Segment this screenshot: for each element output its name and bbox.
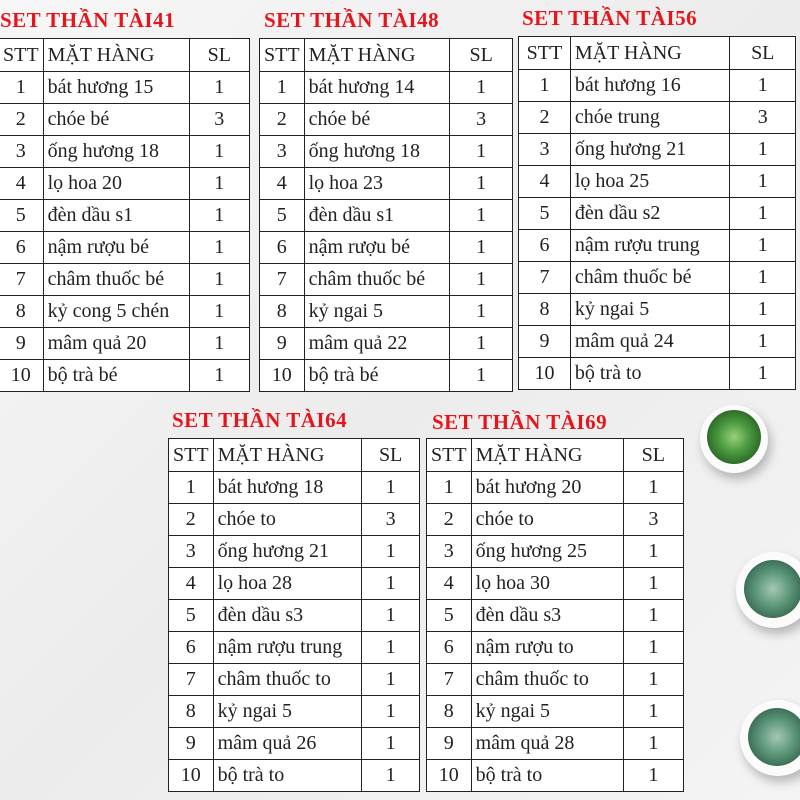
cell-stt: 5 [427, 600, 472, 632]
cell-item: chóe trung [570, 102, 730, 134]
header-item: MẶT HÀNG [213, 439, 362, 472]
cell-item: bát hương 14 [304, 72, 450, 104]
cell-stt: 3 [427, 536, 472, 568]
cell-item: ống hương 21 [570, 134, 730, 166]
header-sl: SL [730, 37, 796, 70]
cell-sl: 1 [623, 664, 683, 696]
cell-item: ống hương 25 [471, 536, 623, 568]
cell-item: mâm quả 28 [471, 728, 623, 760]
cell-item: ống hương 18 [43, 136, 189, 168]
cell-stt: 3 [0, 136, 43, 168]
table-row [260, 168, 513, 200]
table-header-row [427, 439, 684, 472]
cell-item: đèn dầu s2 [570, 198, 730, 230]
cell-stt: 2 [260, 104, 305, 136]
cell-sl: 1 [362, 632, 420, 664]
cell-stt: 9 [260, 328, 305, 360]
table-row [519, 198, 796, 230]
cell-sl: 1 [623, 536, 683, 568]
cell-item: lọ hoa 20 [43, 168, 189, 200]
cell-stt: 7 [260, 264, 305, 296]
table-row [169, 696, 420, 728]
cell-stt: 9 [0, 328, 43, 360]
cell-sl: 1 [362, 536, 420, 568]
cell-item: chóe bé [43, 104, 189, 136]
table-row [260, 264, 513, 296]
table-row [260, 104, 513, 136]
cell-stt: 9 [519, 326, 571, 358]
cell-sl: 3 [189, 104, 249, 136]
header-item: MẶT HÀNG [570, 37, 730, 70]
table-row [260, 232, 513, 264]
table-row [169, 600, 420, 632]
cell-item: nậm rượu to [471, 632, 623, 664]
cell-stt: 7 [519, 262, 571, 294]
cell-stt: 4 [0, 168, 43, 200]
table-row [169, 728, 420, 760]
cell-stt: 10 [427, 760, 472, 792]
set-title: SET THẦN TÀI41 [0, 8, 176, 32]
set-table [0, 38, 250, 392]
cell-sl: 1 [730, 70, 796, 102]
cell-item: đèn dầu s3 [471, 600, 623, 632]
cell-sl: 1 [730, 166, 796, 198]
cell-stt: 3 [169, 536, 214, 568]
table-row [427, 600, 684, 632]
header-item: MẶT HÀNG [43, 39, 189, 72]
header-sl: SL [189, 39, 249, 72]
cell-stt: 8 [427, 696, 472, 728]
header-sl: SL [362, 439, 420, 472]
table-row [0, 136, 250, 168]
cell-item: đèn dầu s3 [213, 600, 362, 632]
cell-sl: 1 [450, 136, 513, 168]
cell-item: lọ hoa 30 [471, 568, 623, 600]
plant-leaves [744, 560, 800, 618]
cell-sl: 1 [730, 326, 796, 358]
cell-sl: 1 [362, 568, 420, 600]
table-row [519, 70, 796, 102]
table-row [427, 504, 684, 536]
table-row [519, 326, 796, 358]
set-table [259, 38, 513, 392]
cell-stt: 6 [0, 232, 43, 264]
cell-item: bát hương 18 [213, 472, 362, 504]
set-title: SET THẦN TÀI64 [172, 408, 348, 432]
cell-stt: 5 [519, 198, 571, 230]
cell-sl: 1 [362, 728, 420, 760]
table-row [169, 760, 420, 792]
cell-item: mâm quả 26 [213, 728, 362, 760]
cell-item: châm thuốc to [471, 664, 623, 696]
header-item: MẶT HÀNG [304, 39, 450, 72]
cell-item: bộ trà to [471, 760, 623, 792]
table-row [169, 472, 420, 504]
table-row [519, 294, 796, 326]
table-row [0, 72, 250, 104]
set-title: SET THẦN TÀI69 [432, 410, 608, 434]
table-row [519, 166, 796, 198]
plant-leaves [748, 708, 800, 766]
cell-stt: 4 [519, 166, 571, 198]
cell-stt: 6 [427, 632, 472, 664]
table-header-row [0, 39, 250, 72]
cell-sl: 1 [189, 264, 249, 296]
cell-stt: 5 [169, 600, 214, 632]
cell-sl: 1 [189, 328, 249, 360]
table-row [0, 168, 250, 200]
cell-stt: 10 [0, 360, 43, 392]
table-row [519, 134, 796, 166]
succulent-plant-icon [736, 552, 800, 628]
cell-item: ống hương 21 [213, 536, 362, 568]
cell-sl: 1 [362, 760, 420, 792]
header-stt: STT [169, 439, 214, 472]
cell-sl: 1 [450, 232, 513, 264]
table-row [169, 536, 420, 568]
cell-sl: 1 [730, 294, 796, 326]
cell-sl: 1 [450, 360, 513, 392]
plant-leaves [707, 410, 761, 464]
cell-stt: 8 [519, 294, 571, 326]
table-row [427, 632, 684, 664]
cell-item: bát hương 16 [570, 70, 730, 102]
table-row [427, 536, 684, 568]
cell-sl: 1 [450, 328, 513, 360]
set-table [518, 36, 796, 390]
cell-sl: 1 [730, 134, 796, 166]
cell-stt: 8 [169, 696, 214, 728]
table-row [0, 200, 250, 232]
table-row [260, 72, 513, 104]
table-row [260, 136, 513, 168]
header-stt: STT [427, 439, 472, 472]
table-row [0, 296, 250, 328]
cell-item: bát hương 20 [471, 472, 623, 504]
cell-item: bộ trà bé [43, 360, 189, 392]
table-header-row [519, 37, 796, 70]
cell-item: mâm quả 20 [43, 328, 189, 360]
cell-sl: 1 [189, 296, 249, 328]
cell-stt: 6 [169, 632, 214, 664]
cell-sl: 1 [623, 696, 683, 728]
succulent-plant-icon [740, 700, 800, 776]
table-row [0, 328, 250, 360]
cell-stt: 8 [0, 296, 43, 328]
cell-stt: 1 [260, 72, 305, 104]
table-row [0, 264, 250, 296]
cell-stt: 6 [519, 230, 571, 262]
cell-stt: 3 [519, 134, 571, 166]
cell-stt: 2 [519, 102, 571, 134]
cell-item: đèn dầu s1 [304, 200, 450, 232]
cell-item: chóe bé [304, 104, 450, 136]
cell-sl: 1 [623, 728, 683, 760]
cell-stt: 9 [169, 728, 214, 760]
cell-item: lọ hoa 25 [570, 166, 730, 198]
table-row [427, 568, 684, 600]
cell-item: mâm quả 22 [304, 328, 450, 360]
table-row [260, 200, 513, 232]
table-row [427, 760, 684, 792]
cell-stt: 10 [169, 760, 214, 792]
cell-item: kỷ ngai 5 [471, 696, 623, 728]
cell-sl: 1 [623, 760, 683, 792]
cell-stt: 7 [169, 664, 214, 696]
cell-stt: 6 [260, 232, 305, 264]
cell-item: mâm quả 24 [570, 326, 730, 358]
cell-item: bộ trà bé [304, 360, 450, 392]
cell-sl: 1 [189, 136, 249, 168]
cell-stt: 8 [260, 296, 305, 328]
cell-sl: 1 [730, 230, 796, 262]
cell-item: bộ trà to [570, 358, 730, 390]
table-row [169, 504, 420, 536]
table-row [169, 632, 420, 664]
table-row [519, 262, 796, 294]
cell-item: chóe to [213, 504, 362, 536]
cell-sl: 1 [623, 600, 683, 632]
cell-item: đèn dầu s1 [43, 200, 189, 232]
cell-item: chóe to [471, 504, 623, 536]
cell-stt: 7 [427, 664, 472, 696]
cell-item: bát hương 15 [43, 72, 189, 104]
table-row [260, 328, 513, 360]
cell-sl: 1 [189, 360, 249, 392]
table-row [427, 664, 684, 696]
cell-item: bộ trà to [213, 760, 362, 792]
set-table [426, 438, 684, 792]
cell-item: lọ hoa 28 [213, 568, 362, 600]
cell-stt: 4 [260, 168, 305, 200]
header-stt: STT [519, 37, 571, 70]
table-row [519, 358, 796, 390]
table-row [260, 296, 513, 328]
table-header-row [169, 439, 420, 472]
cell-stt: 4 [427, 568, 472, 600]
cell-sl: 3 [623, 504, 683, 536]
cell-sl: 3 [450, 104, 513, 136]
table-row [427, 728, 684, 760]
cell-sl: 1 [623, 568, 683, 600]
cell-item: châm thuốc bé [570, 262, 730, 294]
cell-item: ống hương 18 [304, 136, 450, 168]
cell-stt: 1 [519, 70, 571, 102]
table-row [519, 102, 796, 134]
table-row [519, 230, 796, 262]
cell-stt: 2 [427, 504, 472, 536]
cell-item: châm thuốc bé [43, 264, 189, 296]
cell-item: kỷ ngai 5 [304, 296, 450, 328]
cell-sl: 1 [450, 264, 513, 296]
cell-item: nậm rượu trung [570, 230, 730, 262]
cell-sl: 1 [450, 200, 513, 232]
cell-stt: 2 [0, 104, 43, 136]
cell-stt: 5 [0, 200, 43, 232]
table-row [0, 104, 250, 136]
header-stt: STT [260, 39, 305, 72]
cell-sl: 1 [362, 696, 420, 728]
header-sl: SL [450, 39, 513, 72]
cell-item: châm thuốc to [213, 664, 362, 696]
cell-stt: 2 [169, 504, 214, 536]
cell-sl: 1 [362, 600, 420, 632]
table-header-row [260, 39, 513, 72]
set-table [168, 438, 420, 792]
cell-stt: 1 [0, 72, 43, 104]
cell-sl: 1 [362, 664, 420, 696]
cell-sl: 3 [362, 504, 420, 536]
cell-stt: 10 [260, 360, 305, 392]
cell-sl: 1 [730, 358, 796, 390]
cell-sl: 1 [450, 72, 513, 104]
cell-item: lọ hoa 23 [304, 168, 450, 200]
cell-item: kỷ ngai 5 [213, 696, 362, 728]
table-row [427, 696, 684, 728]
header-stt: STT [0, 39, 43, 72]
cell-sl: 1 [362, 472, 420, 504]
table-row [0, 232, 250, 264]
table-row [260, 360, 513, 392]
cell-sl: 1 [189, 72, 249, 104]
cell-item: nậm rượu bé [304, 232, 450, 264]
succulent-plant-icon [700, 405, 768, 473]
cell-stt: 5 [260, 200, 305, 232]
header-item: MẶT HÀNG [471, 439, 623, 472]
cell-sl: 1 [189, 232, 249, 264]
set-title: SET THẦN TÀI56 [522, 6, 698, 30]
cell-stt: 3 [260, 136, 305, 168]
cell-sl: 1 [623, 632, 683, 664]
table-row [427, 472, 684, 504]
cell-sl: 1 [450, 296, 513, 328]
cell-sl: 1 [730, 198, 796, 230]
cell-sl: 1 [730, 262, 796, 294]
header-sl: SL [623, 439, 683, 472]
table-row [0, 360, 250, 392]
cell-stt: 1 [169, 472, 214, 504]
cell-stt: 7 [0, 264, 43, 296]
cell-stt: 9 [427, 728, 472, 760]
table-row [169, 568, 420, 600]
cell-sl: 3 [730, 102, 796, 134]
table-row [169, 664, 420, 696]
cell-sl: 1 [623, 472, 683, 504]
cell-item: nậm rượu trung [213, 632, 362, 664]
cell-stt: 10 [519, 358, 571, 390]
cell-sl: 1 [189, 200, 249, 232]
cell-item: kỷ cong 5 chén [43, 296, 189, 328]
cell-item: kỷ ngai 5 [570, 294, 730, 326]
cell-stt: 1 [427, 472, 472, 504]
cell-sl: 1 [189, 168, 249, 200]
set-title: SET THẦN TÀI48 [264, 8, 440, 32]
cell-item: nậm rượu bé [43, 232, 189, 264]
cell-stt: 4 [169, 568, 214, 600]
cell-item: châm thuốc bé [304, 264, 450, 296]
cell-sl: 1 [450, 168, 513, 200]
